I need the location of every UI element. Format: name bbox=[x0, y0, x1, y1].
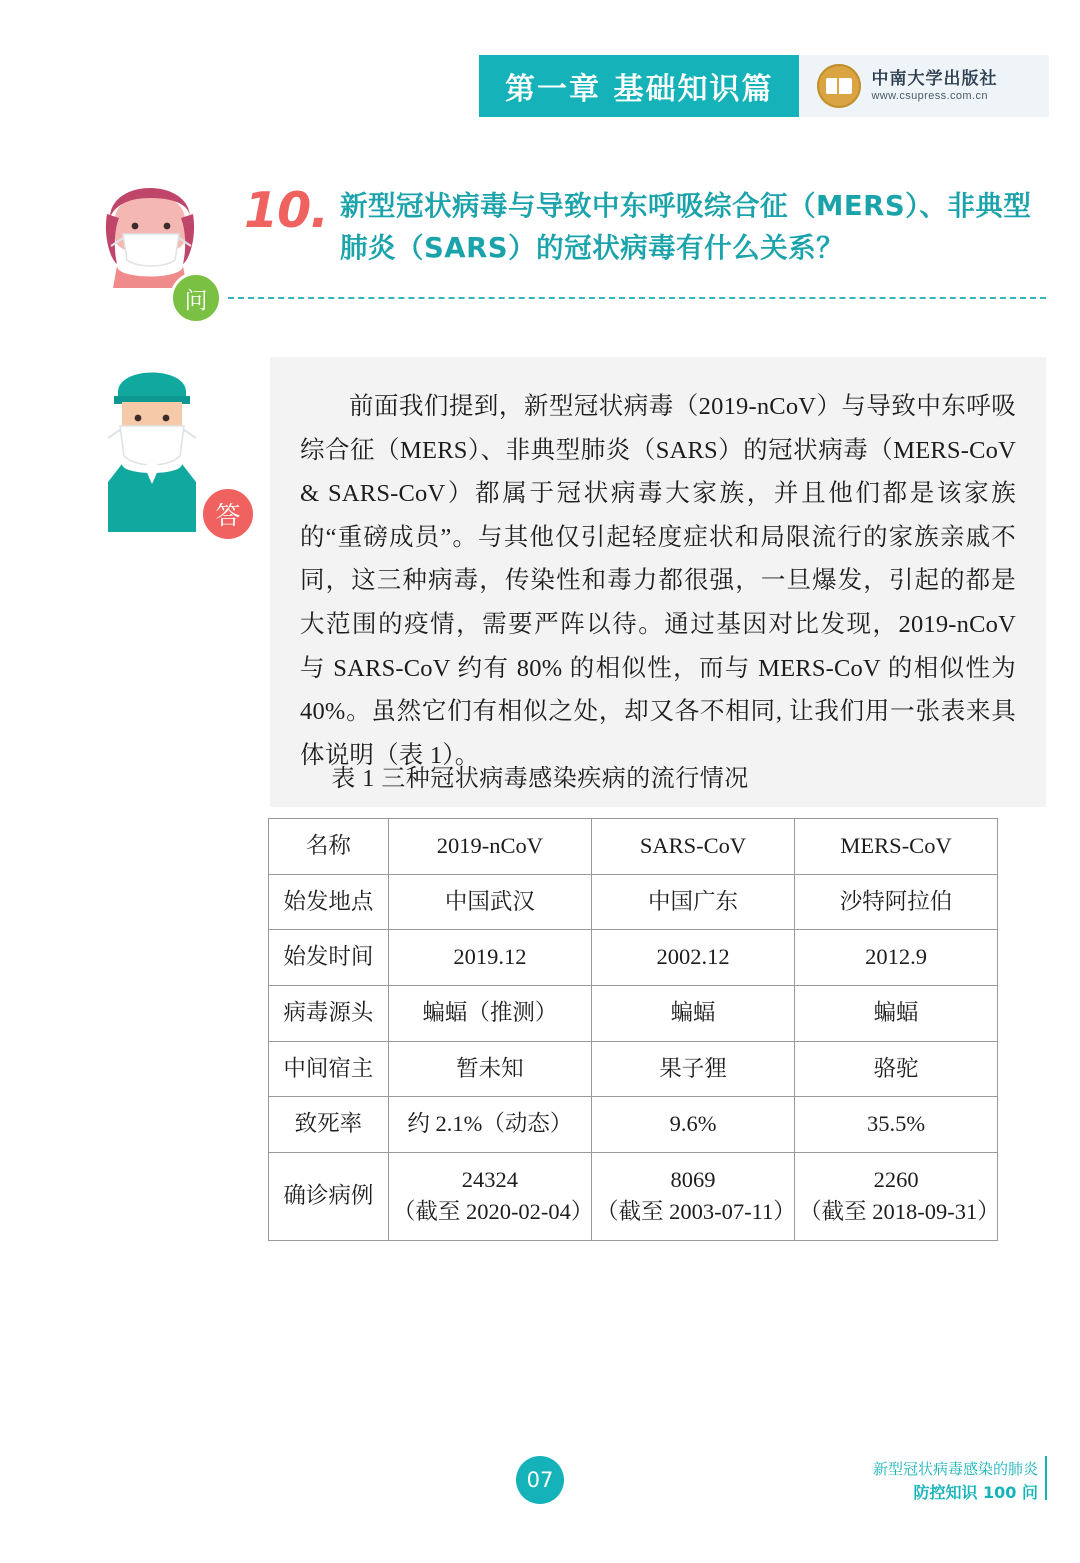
footer-book-title bbox=[873, 1458, 1038, 1505]
table-row bbox=[269, 819, 998, 875]
table-row-label: 始发时间 bbox=[269, 930, 389, 986]
table-cell: 35.5% bbox=[795, 1097, 998, 1153]
publisher-logo-icon bbox=[817, 64, 861, 108]
table-header-cell: SARS-CoV bbox=[591, 819, 794, 875]
table-cell: 中国广东 bbox=[591, 874, 794, 930]
table-cell: 2002.12 bbox=[591, 930, 794, 986]
table-row bbox=[269, 1041, 998, 1097]
table-row-label: 致死率 bbox=[269, 1097, 389, 1153]
table-cell: 9.6% bbox=[591, 1097, 794, 1153]
footer-title-line2: 防控知识 100 问 bbox=[913, 1482, 1038, 1502]
footer-title-line1: 新型冠状病毒感染的肺炎 bbox=[872, 1460, 1038, 1478]
table-cell: 蝙蝠 bbox=[795, 985, 998, 1041]
chapter-title: 第一章 基础知识篇 bbox=[479, 55, 799, 117]
table-row bbox=[269, 985, 998, 1041]
answer-badge: 答 bbox=[200, 486, 256, 542]
table-cell: 2012.9 bbox=[795, 930, 998, 986]
table-row-label: 中间宿主 bbox=[269, 1041, 389, 1097]
table-row-label: 始发地点 bbox=[269, 874, 389, 930]
table-cell: 中国武汉 bbox=[388, 874, 591, 930]
page-number: 07 bbox=[516, 1456, 564, 1504]
case-count: 8069 bbox=[670, 1166, 716, 1192]
table-cell bbox=[795, 1152, 998, 1240]
question-divider bbox=[228, 297, 1046, 299]
table-cell bbox=[388, 1152, 594, 1240]
question-avatar-icon bbox=[95, 168, 205, 288]
table-cell bbox=[591, 1152, 794, 1240]
table-cell: 暂未知 bbox=[388, 1041, 591, 1097]
page-header bbox=[479, 55, 1049, 117]
table-cell: 果子狸 bbox=[591, 1041, 794, 1097]
table-row bbox=[269, 930, 998, 986]
table-row bbox=[269, 874, 998, 930]
table-cell: 蝙蝠 bbox=[591, 985, 794, 1041]
table-row-label: 确诊病例 bbox=[269, 1152, 389, 1240]
publisher-block bbox=[799, 55, 1049, 117]
table-cell: 2019.12 bbox=[388, 930, 591, 986]
table-header-cell: 名称 bbox=[269, 819, 389, 875]
table-caption: 表 1 三种冠状病毒感染疾病的流行情况 bbox=[331, 766, 749, 792]
table-row-label: 病毒源头 bbox=[269, 985, 389, 1041]
question-text: 新型冠状病毒与导致中东呼吸综合征（MERS）、非典型肺炎（SARS）的冠状病毒有什么关系？ bbox=[340, 190, 1032, 264]
table-cell: 沙特阿拉伯 bbox=[795, 874, 998, 930]
case-asof: （截至 2020-02-04） bbox=[392, 1199, 594, 1225]
question-badge: 问 bbox=[170, 272, 222, 324]
case-asof: （截至 2003-07-11） bbox=[595, 1199, 796, 1225]
table-header-cell: MERS-CoV bbox=[795, 819, 998, 875]
publisher-url: www.csupress.com.cn bbox=[871, 89, 988, 102]
table-cell: 蝙蝠（推测） bbox=[388, 985, 591, 1041]
case-count: 2260 bbox=[873, 1166, 919, 1192]
answer-avatar-icon bbox=[92, 352, 212, 532]
publisher-name: 中南大学出版社 bbox=[871, 68, 998, 89]
answer-box bbox=[270, 357, 1046, 807]
table-row bbox=[269, 1097, 998, 1153]
footer-rule bbox=[1045, 1456, 1047, 1500]
case-asof: （截至 2018-09-31） bbox=[799, 1199, 1000, 1225]
answer-text: 前面我们提到，新型冠状病毒（2019-nCoV）与导致中东呼吸综合征（MERS）、非典型肺炎（SARS）的冠状病毒（MERS-CoV & SARS-CoV）都属于冠状病毒大家族，并且他们都是该家族的“重磅成员”。与其他仅引起轻度症状和局限流行的家族亲戚不同，这三种病毒，传染性和毒力都很强，一旦爆发，引起的都是大范围的疫情，需要严阵以待。通过基因对比发现，2019-nCoV 与 SARS-CoV 约有 80% 的相似性，而与 MERS-CoV 的相似性为 40%。虽然它们有相似之处，却又各不相同, 让我们用一张表来具体说明（表 1）。 bbox=[300, 393, 1016, 769]
table-header-cell: 2019-nCoV bbox=[388, 819, 591, 875]
table-row bbox=[269, 1152, 998, 1240]
table-cell: 骆驼 bbox=[795, 1041, 998, 1097]
question-number: 10. bbox=[244, 182, 328, 239]
case-count: 24324 bbox=[461, 1166, 519, 1192]
publisher-text bbox=[871, 69, 997, 104]
virus-comparison-table bbox=[268, 818, 998, 1241]
table-cell: 约 2.1%（动态） bbox=[388, 1097, 591, 1153]
